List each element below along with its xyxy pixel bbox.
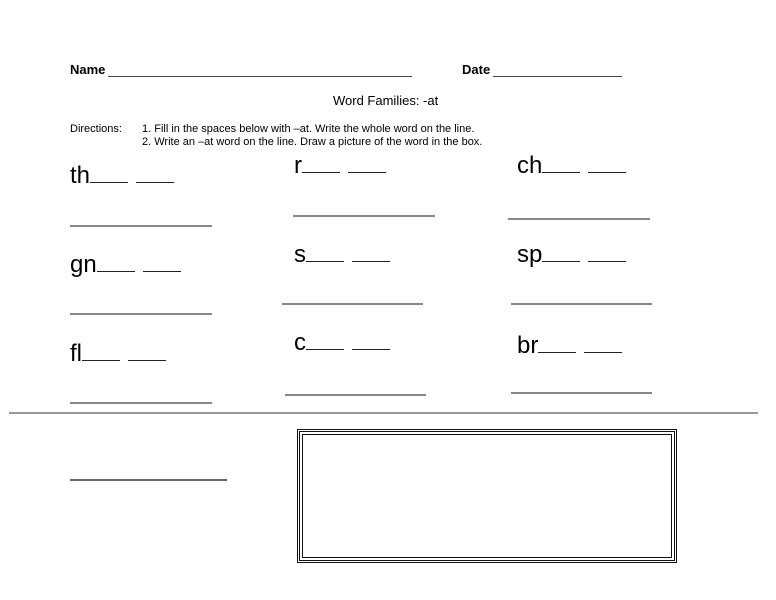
- direction-step-1: 1. Fill in the spaces below with –at. Write the whole word on the line.: [142, 123, 475, 135]
- letter-blank[interactable]: [542, 261, 580, 262]
- name-label: Name: [70, 62, 106, 77]
- letter-blank[interactable]: [588, 172, 626, 173]
- word-stem: s: [294, 241, 306, 268]
- word-stem: c: [294, 329, 306, 356]
- word-item-th: [70, 164, 182, 188]
- word-item-fl: [70, 342, 174, 366]
- letter-blank[interactable]: [143, 271, 181, 272]
- section-divider: [9, 412, 758, 414]
- answer-line-br[interactable]: [511, 392, 652, 394]
- letter-blank[interactable]: [128, 360, 166, 361]
- letter-blank[interactable]: [584, 352, 622, 353]
- word-stem: gn: [70, 251, 97, 278]
- answer-line-s[interactable]: [282, 303, 423, 305]
- write-word-line[interactable]: [70, 479, 227, 481]
- word-item-ch: [517, 154, 634, 178]
- letter-blank[interactable]: [136, 182, 174, 183]
- word-stem: r: [294, 152, 302, 179]
- word-stem: ch: [517, 152, 543, 179]
- direction-step-2: 2. Write an –at word on the line. Draw a picture of the word in the box.: [142, 136, 483, 148]
- letter-blank[interactable]: [352, 261, 390, 262]
- date-field[interactable]: [493, 76, 622, 77]
- drawing-box[interactable]: [297, 429, 677, 563]
- date-label: Date: [462, 62, 491, 77]
- answer-line-gn[interactable]: [70, 313, 212, 315]
- directions-label: Directions:: [70, 123, 122, 135]
- word-stem: br: [517, 332, 539, 359]
- letter-blank[interactable]: [302, 172, 340, 173]
- word-item-sp: [517, 243, 634, 267]
- answer-line-r[interactable]: [293, 215, 435, 217]
- letter-blank[interactable]: [82, 360, 120, 361]
- letter-blank[interactable]: [90, 182, 128, 183]
- letter-blank[interactable]: [542, 172, 580, 173]
- letter-blank[interactable]: [538, 352, 576, 353]
- letter-blank[interactable]: [306, 349, 344, 350]
- answer-line-th[interactable]: [70, 225, 212, 227]
- answer-line-ch[interactable]: [508, 218, 650, 220]
- name-field[interactable]: [108, 76, 412, 77]
- word-item-r: [294, 154, 394, 178]
- word-stem: th: [70, 162, 91, 189]
- letter-blank[interactable]: [588, 261, 626, 262]
- letter-blank[interactable]: [97, 271, 135, 272]
- answer-line-sp[interactable]: [511, 303, 652, 305]
- word-item-c: [294, 331, 398, 355]
- answer-line-fl[interactable]: [70, 402, 212, 404]
- word-item-br: [517, 334, 630, 358]
- letter-blank[interactable]: [348, 172, 386, 173]
- word-stem: sp: [517, 241, 543, 268]
- letter-blank[interactable]: [352, 349, 390, 350]
- letter-blank[interactable]: [306, 261, 344, 262]
- drawing-box-inner: [302, 434, 672, 558]
- word-item-s: [294, 243, 398, 267]
- word-stem: fl: [70, 340, 82, 367]
- word-item-gn: [70, 253, 189, 277]
- answer-line-c[interactable]: [285, 394, 426, 396]
- worksheet-title: Word Families: -at: [333, 93, 439, 108]
